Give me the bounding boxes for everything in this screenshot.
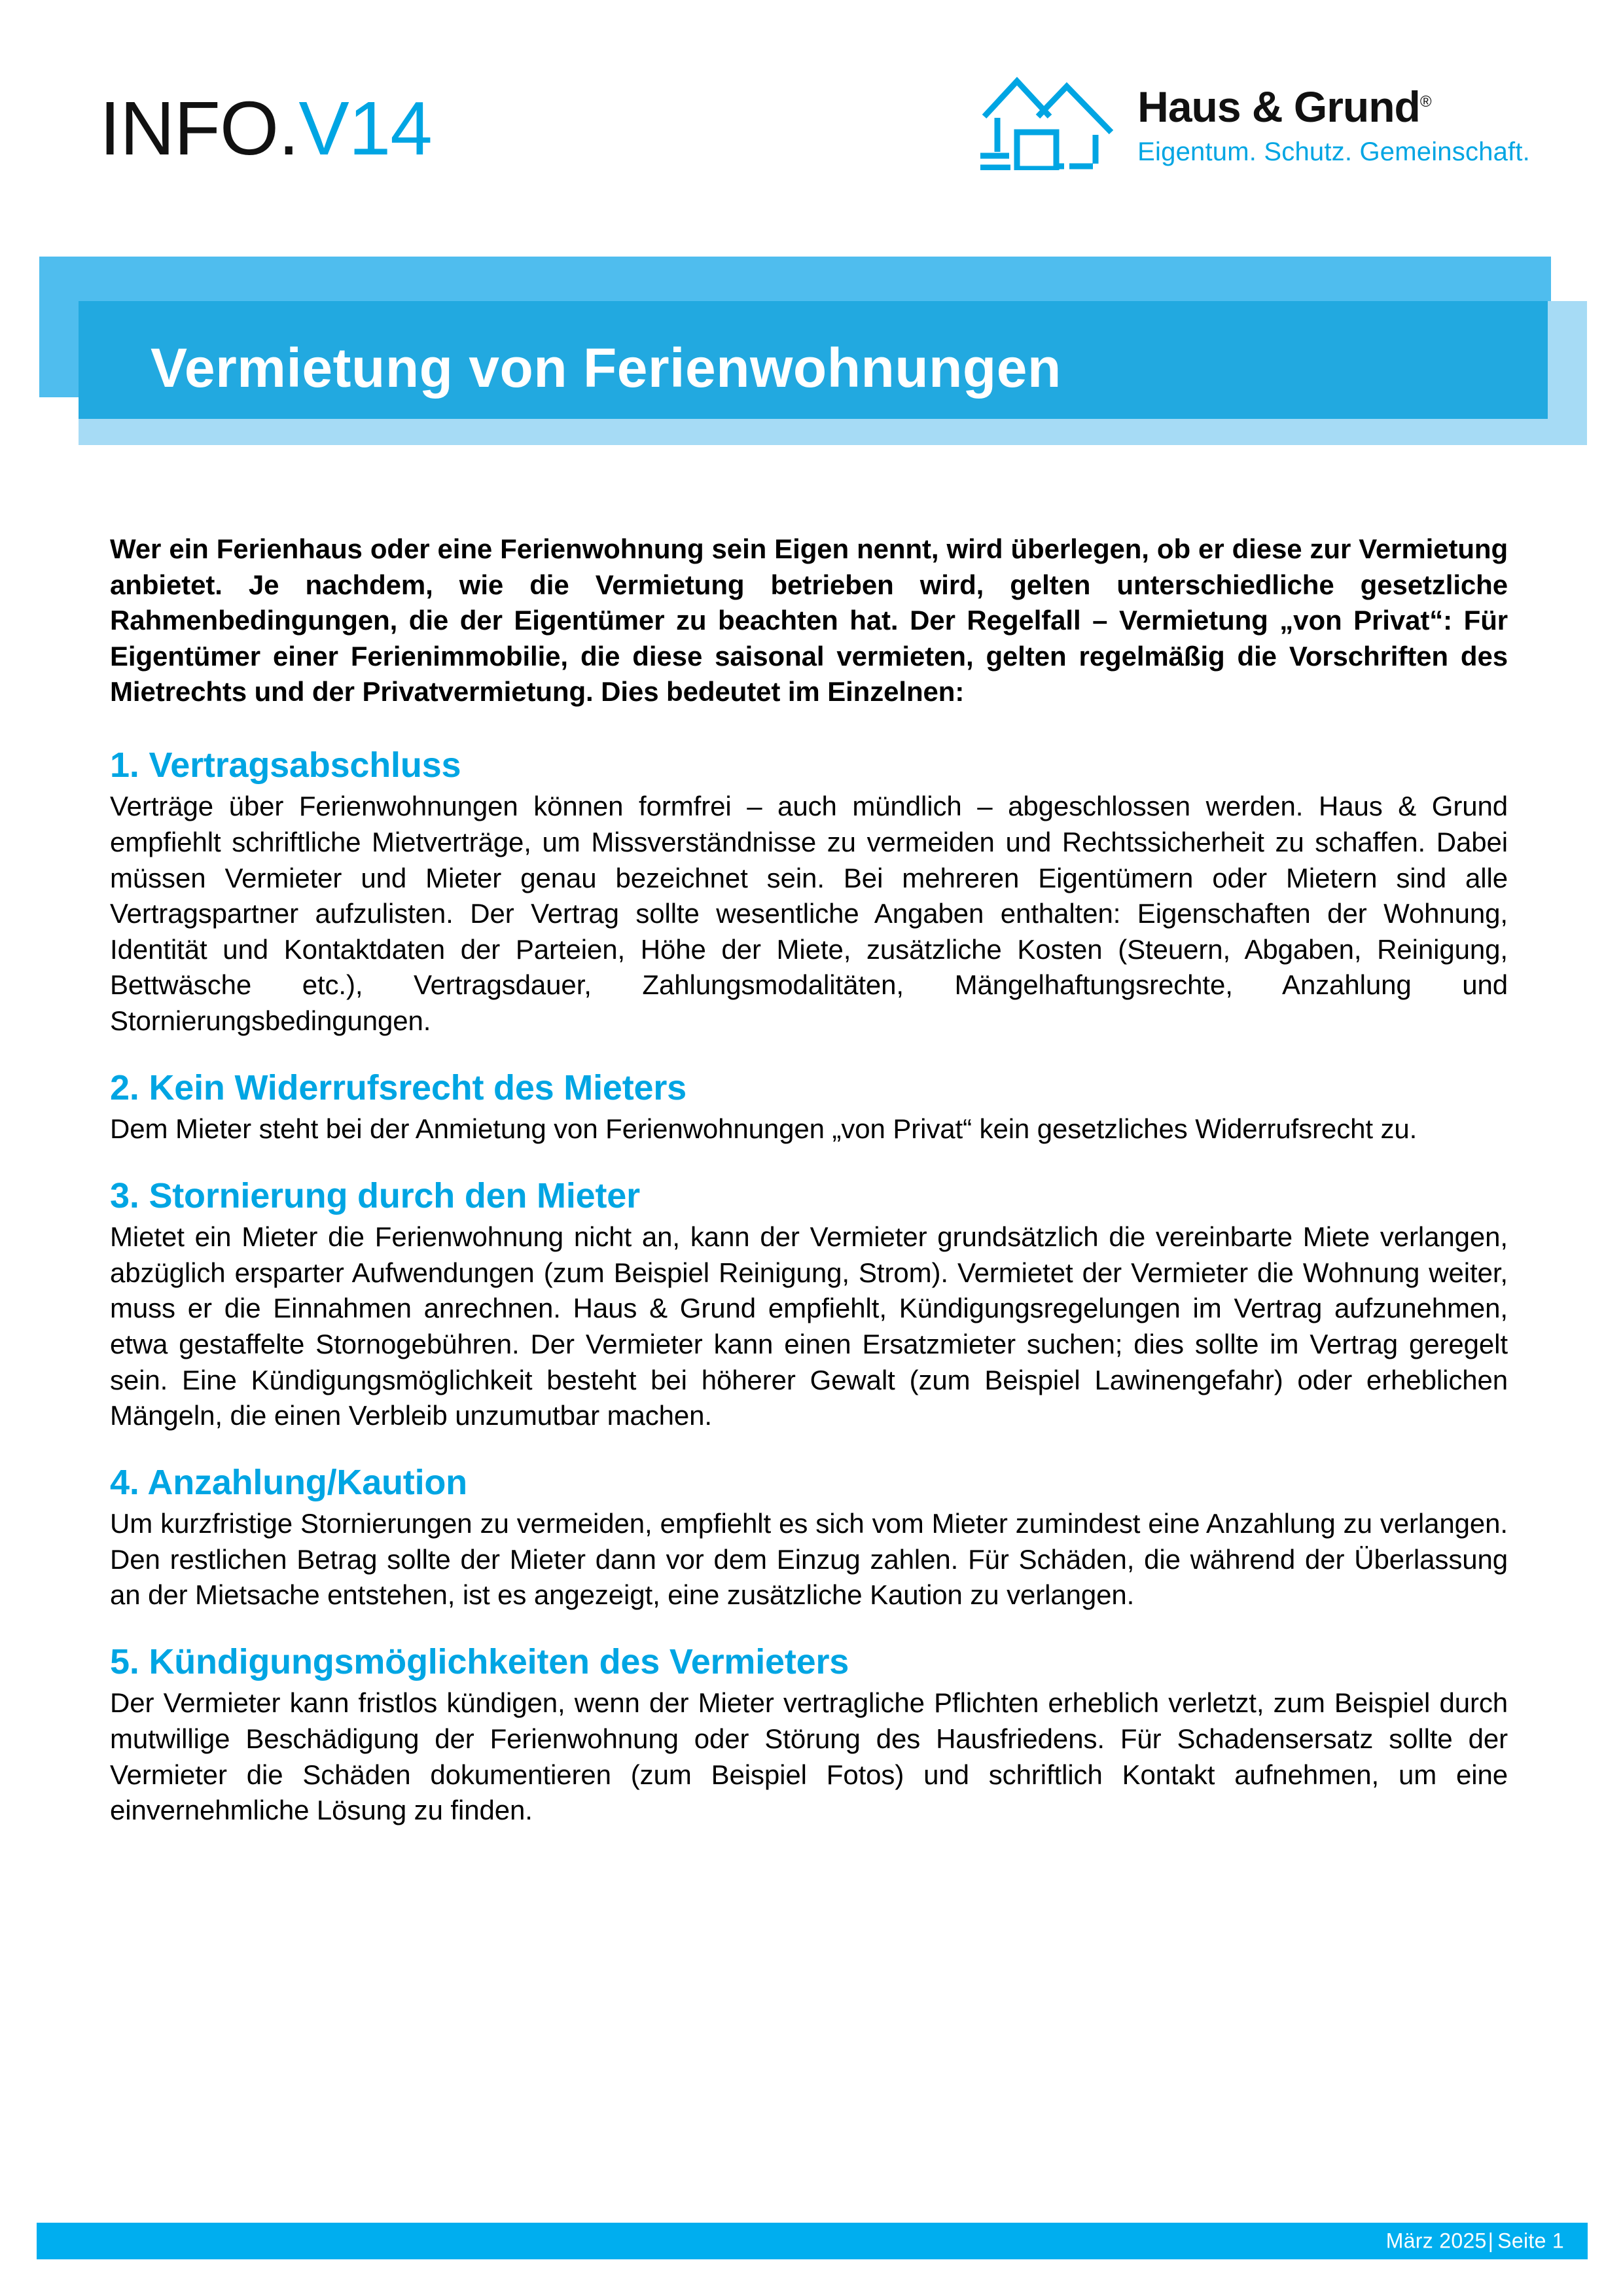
section-5-heading: 5. Kündigungsmöglichkeiten des Vermieters [110,1641,849,1681]
info-title-version: V14 [298,86,432,171]
info-title-prefix: INFO. [99,86,299,171]
section-2-body: Dem Mieter steht bei der Anmietung von Ferienwohnungen „von Privat“ kein gesetzliches Widerrufsrecht zu. [110,1113,1418,1145]
footer-meta [1386,2229,1564,2253]
house-outline-icon [980,72,1115,170]
logo-text-block [1137,72,1530,167]
section-1-body: Verträge über Ferienwohnungen können formfrei – auch mündlich – abgeschlossen werden. Haus & Grund empfiehlt schriftliche Mietverträge, um Missverständnisse zu vermeiden und Rechtssicherheit zu schaffen. Dabei müssen Vermieter und Mieter genau bezeichnet sein. Bei mehreren Eigentümern oder Mietern sind alle Vertragspartner aufzulisten. Der Vertrag sollte wesentliche Angaben enthalten: Eigenschaften der Wohnung, Identität und Kontaktdaten der Parteien, Höhe der Miete, zusätzliche Kosten (Steuern, Abgaben, Reinigung, Bettwäsche etc.), Vertragsdauer, Zahlungsmodalitäten, Mängelhaftungsrechte, Anzahlung und Stornierungsbedingungen. [110,791,1508,1036]
section-4-body: Um kurzfristige Stornierungen zu vermeiden, empfiehlt es sich vom Mieter zumindest eine Anzahlung zu verlangen. Den restlichen Betrag sollte der Mieter dann vor dem Einzug zahlen. Für Schäden, die während der Überlassung an der Mietsache entstehen, ist es angezeigt, eine zusätzliche Kaution zu verlangen. [110,1508,1508,1611]
footer-date: März 2025 [1385,2229,1487,2253]
section-1 [110,745,1508,1039]
section-4 [110,1463,1508,1613]
logo-claim: Eigentum. Schutz. Gemeinschaft. [1137,137,1530,166]
intro-paragraph: Wer ein Ferienhaus oder eine Ferienwohnung sein Eigen nennt, wird überlegen, ob er diese zur Vermietung anbietet. Je nachdem, wie die Vermietung betrieben wird, gelten unterschiedliche gesetzliche Rahmenbedingungen, die der Eigentümer zu beachten hat. Der Regelfall – Vermietung „von Privat“: Für Eigentümer einer Ferienimmobilie, die diese saisonal vermieten, gelten regelmäßig die Vorschriften des Mietrechts und der Privatvermietung. Dies bedeutet im Einzelnen: [110,533,1508,708]
info-title [99,86,432,171]
title-banner [0,257,1623,446]
section-3-body: Mietet ein Mieter die Ferienwohnung nicht an, kann der Vermieter grundsätzlich die vereinbarte Miete verlangen, abzüglich ersparter Aufwendungen (zum Beispiel Reinigung, Strom). Vermietet der Vermieter die Wohnung weiter, muss er die Einnahmen anrechnen. Haus & Grund empfiehlt, Kündigungsregelungen im Vertrag aufzunehmen, etwa gestaffelte Stornogebühren. Der Vermieter kann einen Ersatzmieter suchen; dies sollte im Vertrag geregelt sein. Eine Kündigungsmöglichkeit besteht bei höherer Gewalt (zum Beispiel Lawinengefahr) oder erheblichen Mängeln, die einen Verbleib unzumutbar machen. [110,1221,1508,1431]
section-1-heading: 1. Vertragsabschluss [110,745,461,785]
section-5-body: Der Vermieter kann fristlos kündigen, wenn der Mieter vertragliche Pflichten erheblich verletzt, zum Beispiel durch mutwillige Beschädigung der Ferienwohnung oder Störung des Hausfriedens. Für Schadensersatz sollte der Vermieter die Schäden dokumentieren (zum Beispiel Fotos) und schriftlich Kontakt aufnehmen, um eine einvernehmliche Lösung zu finden. [110,1687,1508,1826]
registered-trademark-icon: ® [1419,93,1431,111]
section-3 [110,1176,1508,1434]
logo-wordmark-text: Haus & Grund [1137,82,1420,131]
section-3-heading: 3. Stornierung durch den Mieter [110,1175,640,1215]
document-body [110,531,1508,1857]
haus-und-grund-logo [980,72,1530,170]
section-2-heading: 2. Kein Widerrufsrecht des Mieters [110,1067,687,1107]
page-header [0,0,1623,249]
section-5 [110,1642,1508,1829]
footer-page-number: Seite 1 [1497,2229,1564,2253]
logo-wordmark [1137,82,1530,131]
section-2 [110,1068,1508,1147]
page-footer [37,2223,1588,2259]
page-title: Vermietung von Ferienwohnungen [151,337,1061,399]
section-4-heading: 4. Anzahlung/Kaution [110,1462,467,1502]
footer-separator: | [1488,2229,1494,2253]
